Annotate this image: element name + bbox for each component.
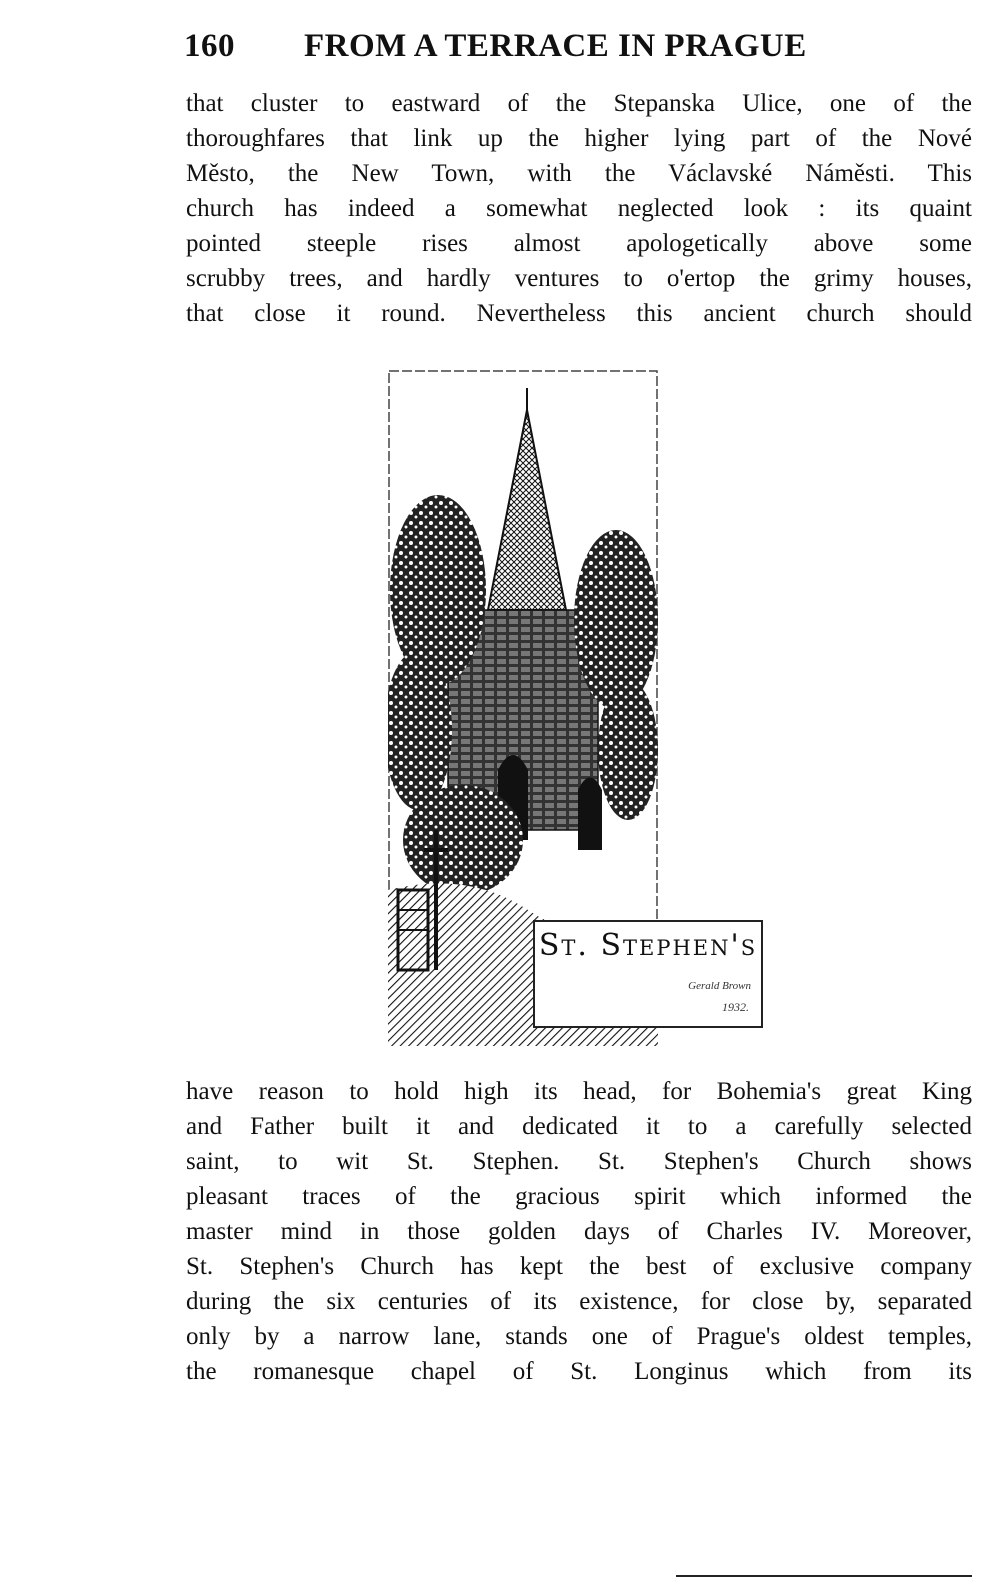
text-line: master mind in those golden days of Charles IV. Moreover, xyxy=(186,1218,972,1245)
paragraph-bottom xyxy=(186,1074,972,1389)
text-line: saint, to wit St. Stephen. St. Stephen's Church shows xyxy=(186,1148,972,1175)
running-title: FROM A TERRACE IN PRAGUE xyxy=(304,28,807,64)
paragraph-top xyxy=(186,86,972,331)
running-header xyxy=(184,28,974,72)
text-line: St. Stephen's Church has kept the best of exclusive company xyxy=(186,1253,972,1280)
artist-signature: Gerald Brown xyxy=(688,980,751,992)
footer-rule xyxy=(676,1575,972,1577)
text-line: Město, the New Town, with the Václavské Náměsti. This xyxy=(186,160,972,187)
text-line: only by a narrow lane, stands one of Prague's oldest temples, xyxy=(186,1323,972,1350)
text-line: and Father built it and dedicated it to a carefully selected xyxy=(186,1113,972,1140)
text-line: church has indeed a somewhat neglected look : its quaint xyxy=(186,195,972,222)
text-line: thoroughfares that link up the higher lying part of the Nové xyxy=(186,125,972,152)
text-line: during the six centuries of its existence, for close by, separated xyxy=(186,1288,972,1315)
illustration-caption-box xyxy=(533,920,763,1028)
text-line: pointed steeple rises almost apologetically above some xyxy=(186,230,972,257)
text-line: pleasant traces of the gracious spirit which informed the xyxy=(186,1183,972,1210)
illustration-caption: St. Stephen's xyxy=(538,928,758,963)
text-line: that cluster to eastward of the Stepanska Ulice, one of the xyxy=(186,90,972,117)
text-line: scrubby trees, and hardly ventures to o'ertop the grimy houses, xyxy=(186,265,972,292)
text-line: have reason to hold high its head, for Bohemia's great King xyxy=(186,1078,972,1105)
text-line: that close it round. Nevertheless this ancient church should xyxy=(186,300,972,327)
page-number: 160 xyxy=(184,28,235,64)
text-line: the romanesque chapel of St. Longinus which from its xyxy=(186,1358,972,1385)
illustration-year: 1932. xyxy=(722,1000,749,1014)
